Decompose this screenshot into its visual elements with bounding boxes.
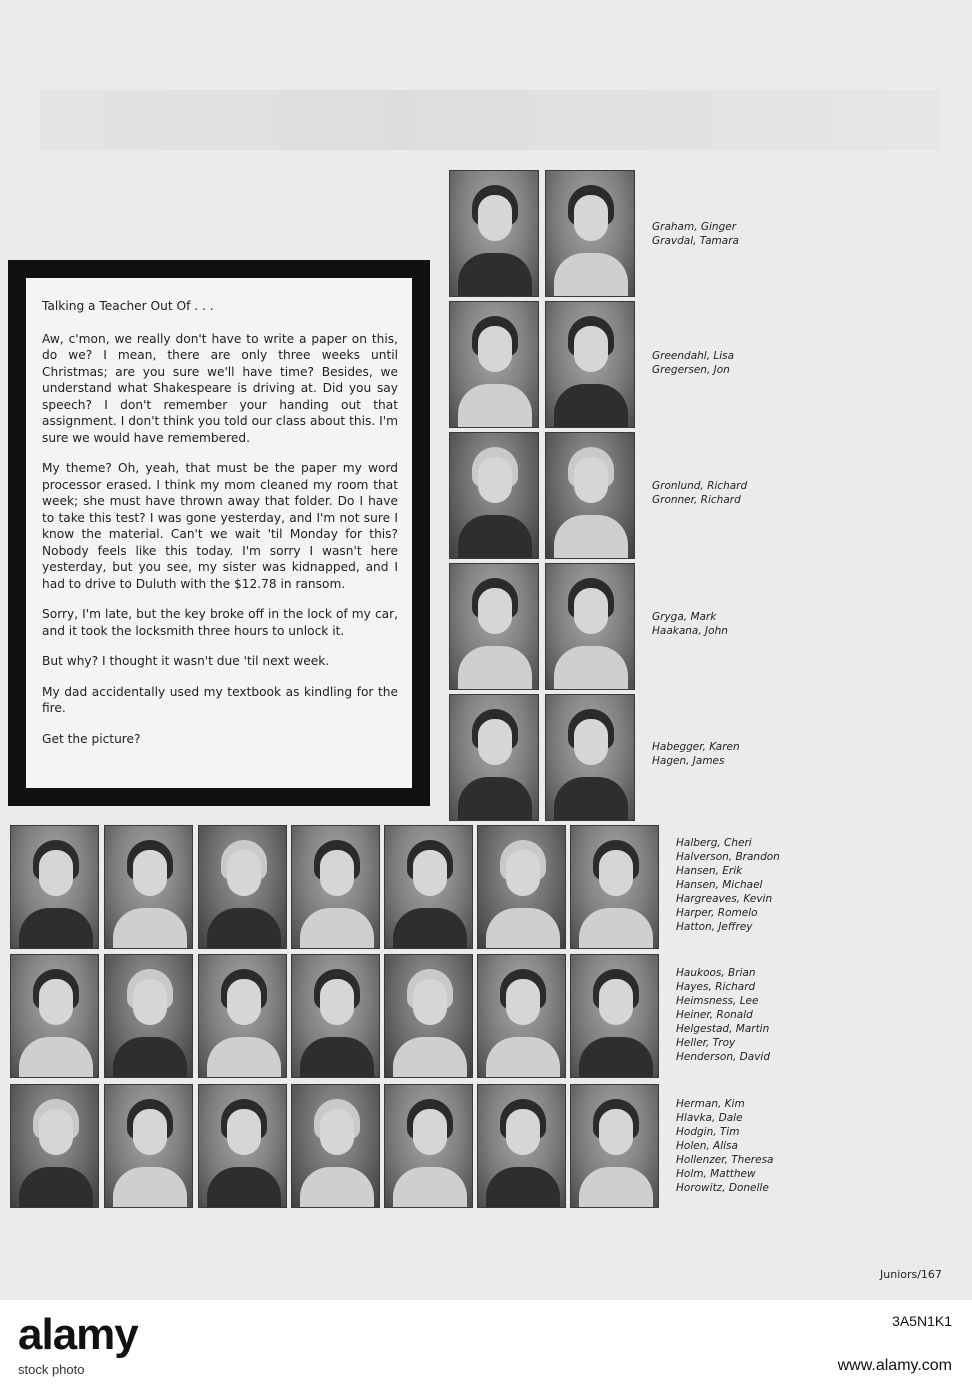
student-portrait xyxy=(10,954,99,1078)
alamy-logo: alamy xyxy=(18,1310,138,1359)
student-name: Hansen, Erik xyxy=(676,865,743,877)
essay-paragraph: But why? I thought it wasn't due 'til next week. xyxy=(42,654,330,668)
student-name: Gregersen, Jon xyxy=(652,364,730,376)
student-name: Greendahl, Lisa xyxy=(652,350,735,362)
essay-title: Talking a Teacher Out Of . . . xyxy=(42,299,214,313)
image-id: 3A5N1K1 xyxy=(892,1313,952,1329)
page-folio: Juniors/167 xyxy=(880,1268,942,1281)
watermark-footer xyxy=(0,1300,972,1390)
essay-paragraph: Sorry, I'm late, but the key broke off in the lock of my car, and it took the locksmith three hours to unlock it. xyxy=(42,607,398,638)
student-portrait xyxy=(10,825,99,949)
student-portrait xyxy=(104,954,193,1078)
name-caption xyxy=(652,220,739,248)
student-portrait xyxy=(570,825,659,949)
student-name: Heiner, Ronald xyxy=(676,1009,753,1021)
student-portrait xyxy=(198,1084,287,1208)
student-name: Hargreaves, Kevin xyxy=(676,893,773,905)
student-name: Hlavka, Dale xyxy=(676,1112,743,1124)
student-portrait xyxy=(198,825,287,949)
student-portrait xyxy=(384,1084,473,1208)
student-portrait xyxy=(449,301,539,428)
student-name: Gronlund, Richard xyxy=(652,480,748,492)
student-name: Hagen, James xyxy=(652,755,725,767)
student-portrait xyxy=(545,563,635,690)
student-portrait xyxy=(291,954,380,1078)
row-caption xyxy=(676,1097,773,1195)
student-portrait xyxy=(449,563,539,690)
student-portrait xyxy=(449,694,539,821)
student-portrait xyxy=(570,1084,659,1208)
student-name: Hatton, Jeffrey xyxy=(676,921,753,933)
student-portrait xyxy=(291,825,380,949)
student-portrait xyxy=(545,432,635,559)
student-name: Gronner, Richard xyxy=(652,494,741,506)
student-portrait xyxy=(198,954,287,1078)
student-portrait xyxy=(570,954,659,1078)
student-name: Habegger, Karen xyxy=(652,741,740,753)
student-name: Gravdal, Tamara xyxy=(652,235,739,247)
student-portrait xyxy=(384,825,473,949)
row-caption xyxy=(676,966,770,1064)
student-portrait xyxy=(545,301,635,428)
student-portrait xyxy=(477,825,566,949)
row-caption xyxy=(676,836,780,934)
student-portrait xyxy=(545,170,635,297)
student-name: Holm, Matthew xyxy=(676,1168,756,1180)
student-name: Herman, Kim xyxy=(676,1098,745,1110)
student-portrait xyxy=(291,1084,380,1208)
student-name: Hodgin, Tim xyxy=(676,1126,740,1138)
student-portrait xyxy=(449,432,539,559)
student-name: Henderson, David xyxy=(676,1051,770,1063)
student-portrait xyxy=(10,1084,99,1208)
stock-photo-label: stock photo xyxy=(18,1362,85,1377)
essay-box xyxy=(26,278,412,788)
student-name: Harper, Romelo xyxy=(676,907,758,919)
essay-paragraph: My dad accidentally used my textbook as kindling for the fire. xyxy=(42,684,398,715)
essay-paragraph: My theme? Oh, yeah, that must be the paper my word processor erased. I think my mom cleaned my room that week; she must have thrown away that folder. Do I have to take this test? I was gone yesterday, and I'm not sure I know the material. Can't we wait 'til Monday for this? Nobody feels like this today. I'm sorry I wasn't here yesterday, but you see, my sister was kidnapped, and I had to drive to Duluth with the $12.78 in ransom. xyxy=(42,461,398,591)
student-portrait xyxy=(477,1084,566,1208)
student-portrait xyxy=(104,825,193,949)
student-name: Haakana, John xyxy=(652,625,728,637)
student-name: Halberg, Cheri xyxy=(676,837,752,849)
name-caption xyxy=(652,610,728,638)
student-portrait xyxy=(449,170,539,297)
bleed-through-shadow xyxy=(40,90,940,150)
name-caption xyxy=(652,479,747,507)
student-name: Halverson, Brandon xyxy=(676,851,780,863)
student-name: Hollenzer, Theresa xyxy=(676,1154,774,1166)
student-name: Helgestad, Martin xyxy=(676,1023,770,1035)
student-name: Haukoos, Brian xyxy=(676,967,756,979)
student-name: Graham, Ginger xyxy=(652,221,737,233)
name-caption xyxy=(652,349,734,377)
student-name: Gryga, Mark xyxy=(652,611,717,623)
name-caption xyxy=(652,740,740,768)
student-portrait xyxy=(477,954,566,1078)
essay-frame xyxy=(8,260,430,806)
student-name: Horowitz, Donelle xyxy=(676,1182,769,1194)
student-name: Heller, Troy xyxy=(676,1037,736,1049)
student-name: Holen, Alisa xyxy=(676,1140,738,1152)
essay-paragraph: Get the picture? xyxy=(42,731,141,746)
student-portrait xyxy=(545,694,635,821)
student-portrait xyxy=(104,1084,193,1208)
student-name: Heimsness, Lee xyxy=(676,995,759,1007)
student-name: Hayes, Richard xyxy=(676,981,756,993)
student-portrait xyxy=(384,954,473,1078)
essay-paragraph: Aw, c'mon, we really don't have to write a paper on this, do we? I mean, there are only three weeks until Christmas; are you sure we'll have time? Besides, we understand what Shakespeare is driving at. Did you say speech? I don't remember your handing out that assignment. I don't think you told our class about this. I'm sure we would have remembered. xyxy=(42,331,398,445)
site-url: www.alamy.com xyxy=(837,1357,952,1374)
student-name: Hansen, Michael xyxy=(676,879,763,891)
